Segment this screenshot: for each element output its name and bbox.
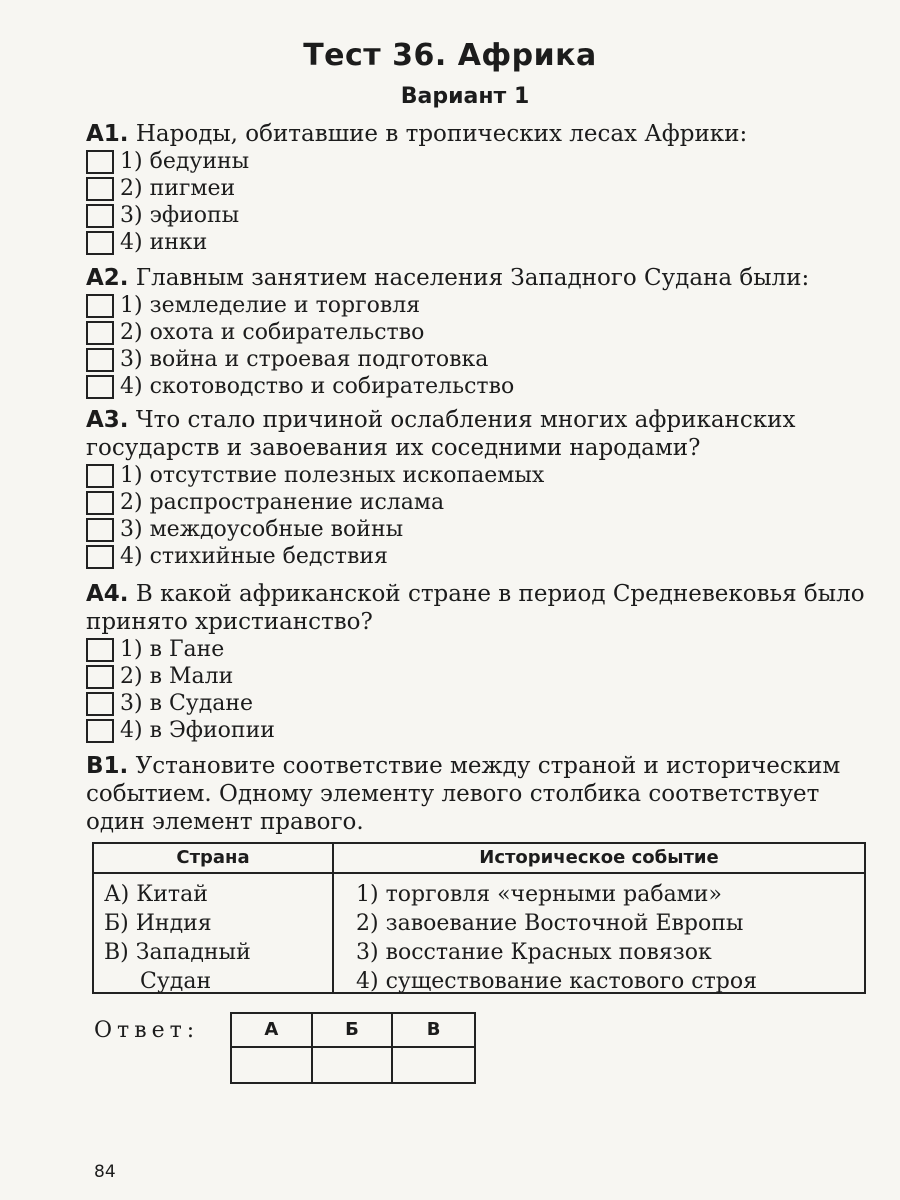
question-a3 — [86, 406, 866, 570]
answer-option[interactable] — [86, 663, 866, 690]
answer-option[interactable] — [86, 462, 866, 489]
answer-option[interactable] — [86, 319, 866, 346]
checkbox[interactable] — [86, 692, 114, 716]
variant-title: Вариант 1 — [400, 84, 530, 109]
answer-option[interactable] — [86, 690, 866, 717]
answer-option[interactable] — [86, 636, 866, 663]
country-header: Страна — [94, 844, 332, 874]
option-label: 3) в Судане — [120, 691, 254, 716]
question-number: А2. — [86, 265, 129, 291]
country-item: В) Западный — [104, 940, 251, 965]
option-label: 1) бедуины — [120, 149, 250, 174]
option-label: 3) междоусобные войны — [120, 517, 404, 542]
answer-label: Ответ: — [94, 1018, 200, 1043]
checkbox[interactable] — [86, 638, 114, 662]
checkbox[interactable] — [86, 294, 114, 318]
country-list — [94, 874, 332, 996]
option-label: 1) отсутствие полезных ископаемых — [120, 463, 545, 488]
event-list — [334, 874, 864, 996]
option-label: 2) охота и собирательство — [120, 320, 425, 345]
option-label: 1) земледелие и торговля — [120, 293, 421, 318]
question-text — [86, 752, 866, 836]
checkbox[interactable] — [86, 177, 114, 201]
option-label: 3) война и строевая подготовка — [120, 347, 489, 372]
option-label: 4) скотоводство и собирательство — [120, 374, 515, 399]
answer-option[interactable] — [86, 148, 866, 175]
test-title: Тест 36. Африка — [303, 38, 597, 73]
country-item: А) Китай — [104, 882, 208, 907]
checkbox[interactable] — [86, 231, 114, 255]
option-label: 1) в Гане — [120, 637, 225, 662]
checkbox[interactable] — [86, 348, 114, 372]
answer-option[interactable] — [86, 516, 866, 543]
question-number: А3. — [86, 407, 129, 433]
question-b1 — [86, 752, 866, 836]
answer-cell[interactable] — [232, 1048, 313, 1082]
event-item: 1) торговля «черными рабами» — [356, 882, 722, 907]
question-a4 — [86, 580, 866, 744]
question-prompt: Что стало причиной ослабления многих африканских государств и завоевания их соседними народами? — [86, 407, 796, 461]
option-label: 2) распространение ислама — [120, 490, 445, 515]
answer-option[interactable] — [86, 489, 866, 516]
question-text — [86, 264, 866, 292]
answer-option[interactable] — [86, 202, 866, 229]
page-number: 84 — [94, 1162, 116, 1182]
answer-option[interactable] — [86, 292, 866, 319]
checkbox[interactable] — [86, 321, 114, 345]
option-label: 3) эфиопы — [120, 203, 240, 228]
question-prompt: Установите соответствие между страной и историческим событием. Одному элементу левого столбика соответствует один элемент правого. — [86, 753, 841, 835]
event-header: Историческое событие — [334, 844, 864, 874]
question-a2 — [86, 264, 866, 400]
checkbox[interactable] — [86, 491, 114, 515]
checkbox[interactable] — [86, 204, 114, 228]
option-label: 4) стихийные бедствия — [120, 544, 388, 569]
event-item: 4) существование кастового строя — [356, 969, 757, 994]
answer-option[interactable] — [86, 229, 866, 256]
checkbox[interactable] — [86, 518, 114, 542]
matching-table — [92, 842, 866, 994]
country-column — [94, 844, 334, 992]
answer-cell[interactable] — [313, 1048, 394, 1082]
option-label: 2) пигмеи — [120, 176, 236, 201]
answer-option[interactable] — [86, 346, 866, 373]
question-text — [86, 406, 866, 462]
event-item: 3) восстание Красных повязок — [356, 940, 712, 965]
checkbox[interactable] — [86, 375, 114, 399]
answer-option[interactable] — [86, 373, 866, 400]
country-item: Судан — [140, 969, 212, 994]
answer-option[interactable] — [86, 717, 866, 744]
question-prompt: Главным занятием населения Западного Судана были: — [128, 265, 810, 291]
checkbox[interactable] — [86, 464, 114, 488]
answer-column-header: В — [393, 1014, 474, 1048]
question-number: А1. — [86, 121, 129, 147]
question-a1 — [86, 120, 866, 256]
event-column — [334, 844, 864, 992]
question-number: В1. — [86, 753, 129, 779]
answer-option[interactable] — [86, 175, 866, 202]
question-prompt: Народы, обитавшие в тропических лесах Африки: — [128, 121, 748, 147]
checkbox[interactable] — [86, 719, 114, 743]
event-item: 2) завоевание Восточной Европы — [356, 911, 744, 936]
option-label: 2) в Мали — [120, 664, 234, 689]
checkbox[interactable] — [86, 545, 114, 569]
option-label: 4) в Эфиопии — [120, 718, 275, 743]
answer-cell[interactable] — [393, 1048, 474, 1082]
question-prompt: В какой африканской стране в период Средневековья было принято христианство? — [86, 581, 865, 635]
checkbox[interactable] — [86, 665, 114, 689]
answer-column-header: Б — [313, 1014, 394, 1048]
answer-column-header: А — [232, 1014, 313, 1048]
country-item: Б) Индия — [104, 911, 212, 936]
answer-option[interactable] — [86, 543, 866, 570]
answer-grid — [230, 1012, 476, 1084]
question-number: А4. — [86, 581, 129, 607]
option-label: 4) инки — [120, 230, 208, 255]
question-text — [86, 580, 866, 636]
question-text — [86, 120, 866, 148]
checkbox[interactable] — [86, 150, 114, 174]
